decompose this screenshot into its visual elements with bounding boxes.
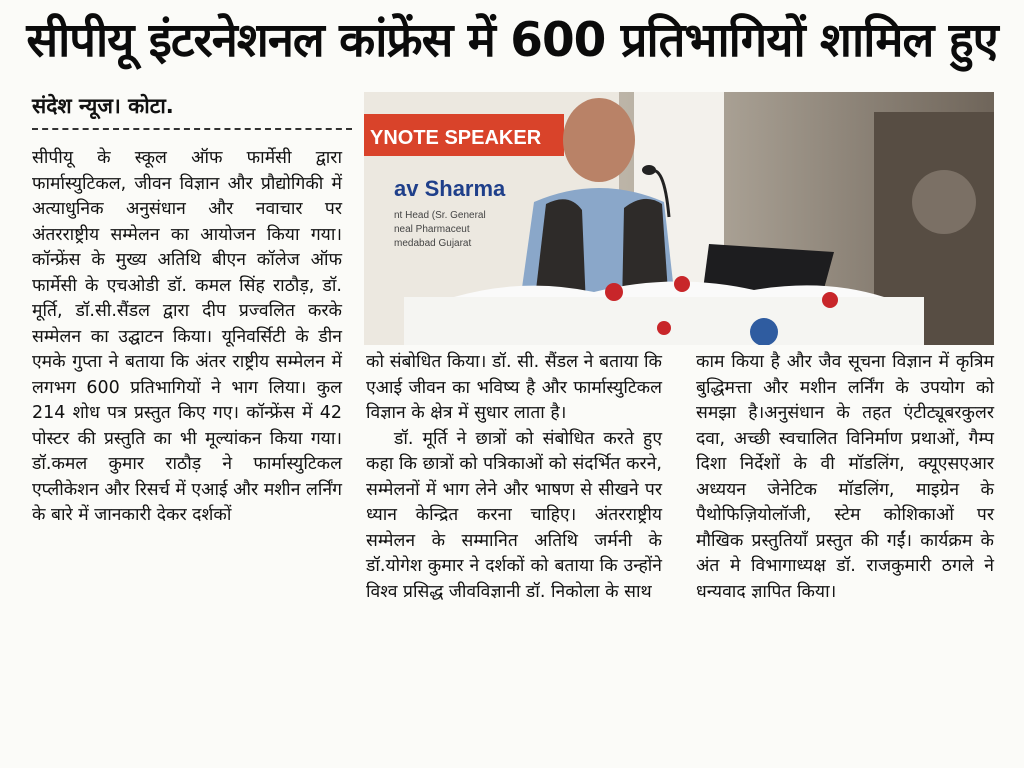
red-flower [674, 276, 690, 292]
background-emblem [912, 170, 976, 234]
article-column-2 [366, 350, 662, 758]
paragraph: को संबोधित किया। डॉ. सी. सैंडल ने बताया कि एआई जीवन का भविष्य है और फार्मास्युटिकल विज्ञान के क्षेत्र में सुधार लाता है। [366, 352, 662, 423]
byline-divider [32, 128, 352, 130]
headline: सीपीयू इंटरनेशनल कांफ्रेंस में 600 प्रतिभागियों शामिल हुए [26, 13, 998, 68]
red-flower [605, 283, 623, 301]
speaker-detail-line: medabad Gujarat [394, 238, 472, 249]
podium-logo [750, 318, 778, 345]
speaker-detail-line: nt Head (Sr. General [394, 210, 486, 221]
byline: संदेश न्यूज। कोटा. [32, 94, 174, 118]
microphone-icon [642, 165, 656, 175]
article-column-1 [32, 146, 342, 758]
article-column-3 [696, 350, 994, 758]
speaker-detail-line: neal Pharmaceut [394, 224, 470, 235]
paragraph: सीपीयू के स्कूल ऑफ फार्मेसी द्वारा फार्मास्युटिकल, जीवन विज्ञान और प्रौद्योगिकी में अत्याधुनिक अनुसंधान और नवाचार पर अंतरराष्ट्रीय सम्मेलन का आयोजन किया गया। कॉन्फ्रेंस के मुख्य अतिथि बीएन कॉलेज ऑफ फार्मेसी के एचओडी डॉ. कमल सिंह राठौड़, डॉ. मूर्ति, डॉ.सी.सैंडल द्वारा दीप प्रज्वलित करके सम्मेलन का उद्घाटन किया। यूनिवर्सिटी के डीन एमके गुप्ता ने बताया कि अंतर राष्ट्रीय सम्मेलन में लगभग 600 प्रतिभागियों ने भाग लिया। कुल 214 शोध पत्र प्रस्तुत किए गए। कॉन्फ्रेंस में 42 पोस्टर की प्रस्तुति का भी मूल्यांकन किया गया। डॉ.कमल कुमार राठौड़ ने फार्मास्युटिकल एप्लीकेशन और रिसर्च में एआई और मशीन लर्निंग के बारे में जानकारी देकर दर्शकों [32, 148, 342, 525]
banner-text: YNOTE SPEAKER [370, 127, 542, 149]
keynote-speaker-photo [364, 92, 994, 345]
paragraph: डॉ. मूर्ति ने छात्रों को संबोधित करते हुए कहा कि छात्रों को पत्रिकाओं को संदर्भित करने, सम्मेलनों में भाग लेने और भाषण से सीखने पर ध्यान केन्द्रित करना चाहिए। अंतरराष्ट्रीय सम्मेलन के सम्मानित अतिथि जर्मनी के डॉ.योगेश कुमार ने दर्शकों को बताया कि उन्होंने विश्व प्रसिद्ध जीवविज्ञानी डॉ. निकोला के साथ [366, 428, 662, 602]
red-flower [822, 292, 838, 308]
red-flower [657, 321, 671, 335]
paragraph: काम किया है और जैव सूचना विज्ञान में कृत्रिम बुद्धिमत्ता और मशीन लर्निंग के उपयोग को समझा है।अनुसंधान के तहत एंटीट्यूबरकुलर दवा, अच्छी स्वचालित विनिर्माण प्रथाओं, गैम्प दिशा निर्देशों के वी मॉडलिंग, क्यूएसएआर अध्ययन जेनेटिक मॉडलिंग, माइग्रेन के पैथोफिज़ियोलॉजी, स्टेम कोशिकाओं पर मौखिक प्रस्तुतियाँ प्रस्तुत की गईं। कार्यक्रम के अंत मे विभागाध्यक्ष डॉ. राजकुमारी ठगले ने धन्यवाद ज्ञापित किया। [696, 352, 994, 602]
speaker-name-text: av Sharma [394, 176, 506, 201]
speaker-head [563, 98, 635, 182]
